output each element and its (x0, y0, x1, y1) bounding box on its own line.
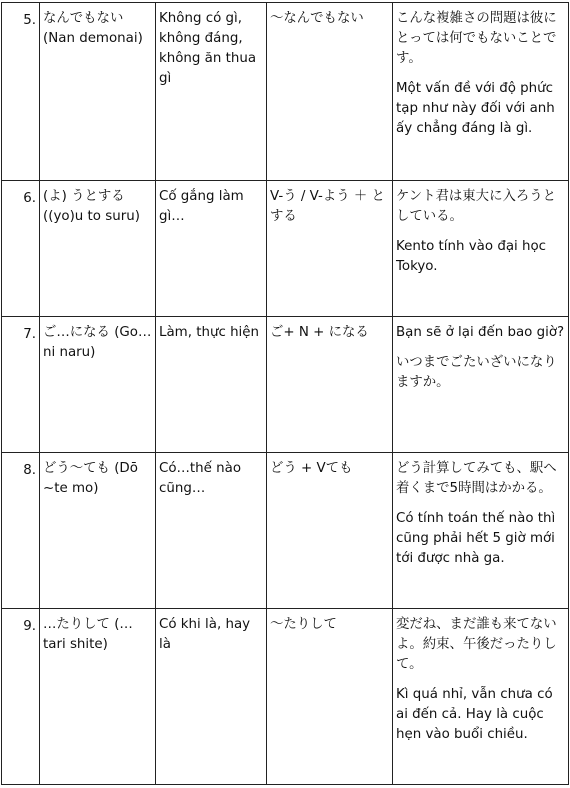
table-row (2, 317, 569, 453)
example-translation: Một vấn đề với độ phức tạp như này đối với anh ấy chẳng đáng là gì. (396, 81, 555, 136)
pattern-cell: どう〜ても (Dō ~te mo) (40, 453, 156, 609)
table-row (2, 453, 569, 609)
pattern-cell: ご…になる (Go… ni naru) (40, 317, 156, 453)
structure-cell: ご+ N + になる (267, 317, 393, 453)
structure-cell: 〜たりして (267, 609, 393, 785)
table-row (2, 609, 569, 785)
row-number-cell (2, 181, 40, 317)
pattern-cell: なんでもない (Nan demonai) (40, 3, 156, 181)
meaning-cell: Có khi là, hay là (156, 609, 267, 785)
row-number: 8. (23, 463, 36, 478)
row-number: 6. (23, 191, 36, 206)
example-cell (393, 181, 569, 317)
row-number-cell (2, 3, 40, 181)
row-number-cell (2, 609, 40, 785)
structure-cell: V-う / V-よう ＋ とする (267, 181, 393, 317)
example-translation: Bạn sẽ ở lại đến bao giờ? (396, 325, 565, 340)
example-translation: Có tính toán thế nào thì cũng phải hết 5 giờ mới tới được nhà ga. (396, 511, 556, 566)
example-sentence: どう計算してみても、駅へ着くまで5時間はかかる。 (396, 461, 557, 496)
row-number: 9. (23, 619, 36, 634)
structure-cell: 〜なんでもない (267, 3, 393, 181)
pattern-cell: …たりして (…tari shite) (40, 609, 156, 785)
example-cell (393, 3, 569, 181)
pattern-cell: (よ) うとする ((yo)u to suru) (40, 181, 156, 317)
example-sentence: 変だね、まだ誰も来てないよ。約束、午後だったりして。 (396, 617, 557, 672)
example-cell (393, 317, 569, 453)
example-translation: Kento tính vào đại học Tokyo. (396, 239, 547, 274)
row-number-cell (2, 317, 40, 453)
example-translation: Kì quá nhỉ, vẫn chưa có ai đến cả. Hay là cuộc hẹn vào buổi chiều. (396, 687, 553, 742)
row-number-cell (2, 453, 40, 609)
example-sentence: ケント君は東大に入ろうとしている。 (396, 189, 557, 224)
row-number: 5. (23, 13, 36, 28)
grammar-table (1, 2, 569, 785)
example-sentence: いつまでごたいざいになりますか。 (396, 355, 557, 390)
example-cell (393, 453, 569, 609)
example-cell (393, 609, 569, 785)
meaning-cell: Có…thế nào cũng… (156, 453, 267, 609)
table-row (2, 181, 569, 317)
table-row (2, 3, 569, 181)
meaning-cell: Cố gắng làm gì… (156, 181, 267, 317)
row-number: 7. (23, 327, 36, 342)
meaning-cell: Làm, thực hiện (156, 317, 267, 453)
structure-cell: どう + Vても (267, 453, 393, 609)
example-sentence: こんな複雑さの問題は彼にとっては何でもないことです。 (396, 11, 557, 66)
meaning-cell: Không có gì, không đáng, không ăn thua gì (156, 3, 267, 181)
